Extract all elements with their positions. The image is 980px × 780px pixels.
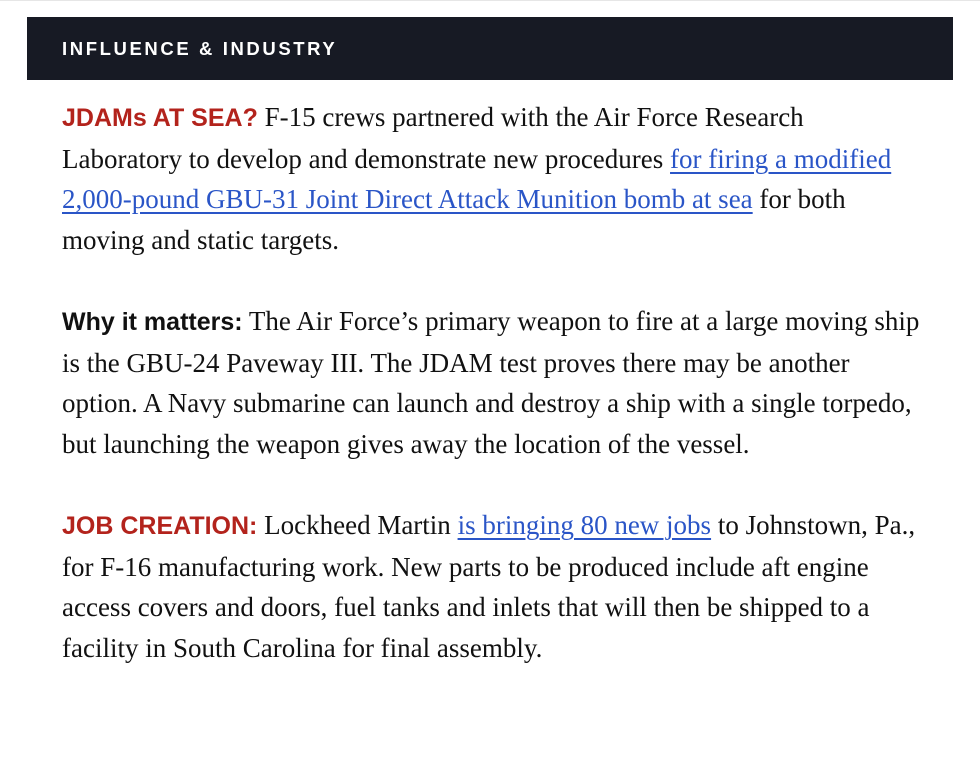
item-lead-why: Why it matters: bbox=[62, 308, 243, 336]
section-title: INFLUENCE & INDUSTRY bbox=[62, 37, 338, 59]
item-text-after: for both moving and static targets. bbox=[62, 184, 846, 255]
item-jdams-at-sea bbox=[62, 97, 927, 260]
item-text-before: F-15 crews partnered with the Air Force Research Laboratory to develop and demonstrate new procedures bbox=[62, 102, 804, 174]
article-content bbox=[62, 97, 927, 709]
item-lead-jobs: JOB CREATION: bbox=[62, 512, 258, 540]
link-jdam-firing-procedures[interactable]: for firing a modified 2,000-pound GBU-31 Joint Direct Attack Munition bomb at sea bbox=[62, 143, 892, 214]
item-job-creation bbox=[62, 505, 927, 668]
top-divider bbox=[0, 0, 980, 1]
item-lead-jdams: JDAMs AT SEA? bbox=[62, 104, 258, 132]
link-new-jobs[interactable]: is bringing 80 new jobs bbox=[457, 510, 712, 540]
item-why-it-matters bbox=[62, 301, 927, 464]
section-header bbox=[27, 17, 953, 80]
item-text-after: to Johnstown, Pa., for F-16 manufacturing work. New parts to be produced include aft engine access covers and doors, fuel tanks and inlets that will then be shipped to a facility in South Carolina for final assembly. bbox=[62, 510, 916, 663]
item-text-before: Lockheed Martin bbox=[257, 510, 458, 540]
item-text: The Air Force’s primary weapon to fire at a large moving ship is the GBU-24 Paveway III. The JDAM test proves there may be another option. A Navy submarine can launch and destroy a ship with a single torpedo, but launching the weapon gives away the location of the vessel. bbox=[62, 306, 920, 459]
